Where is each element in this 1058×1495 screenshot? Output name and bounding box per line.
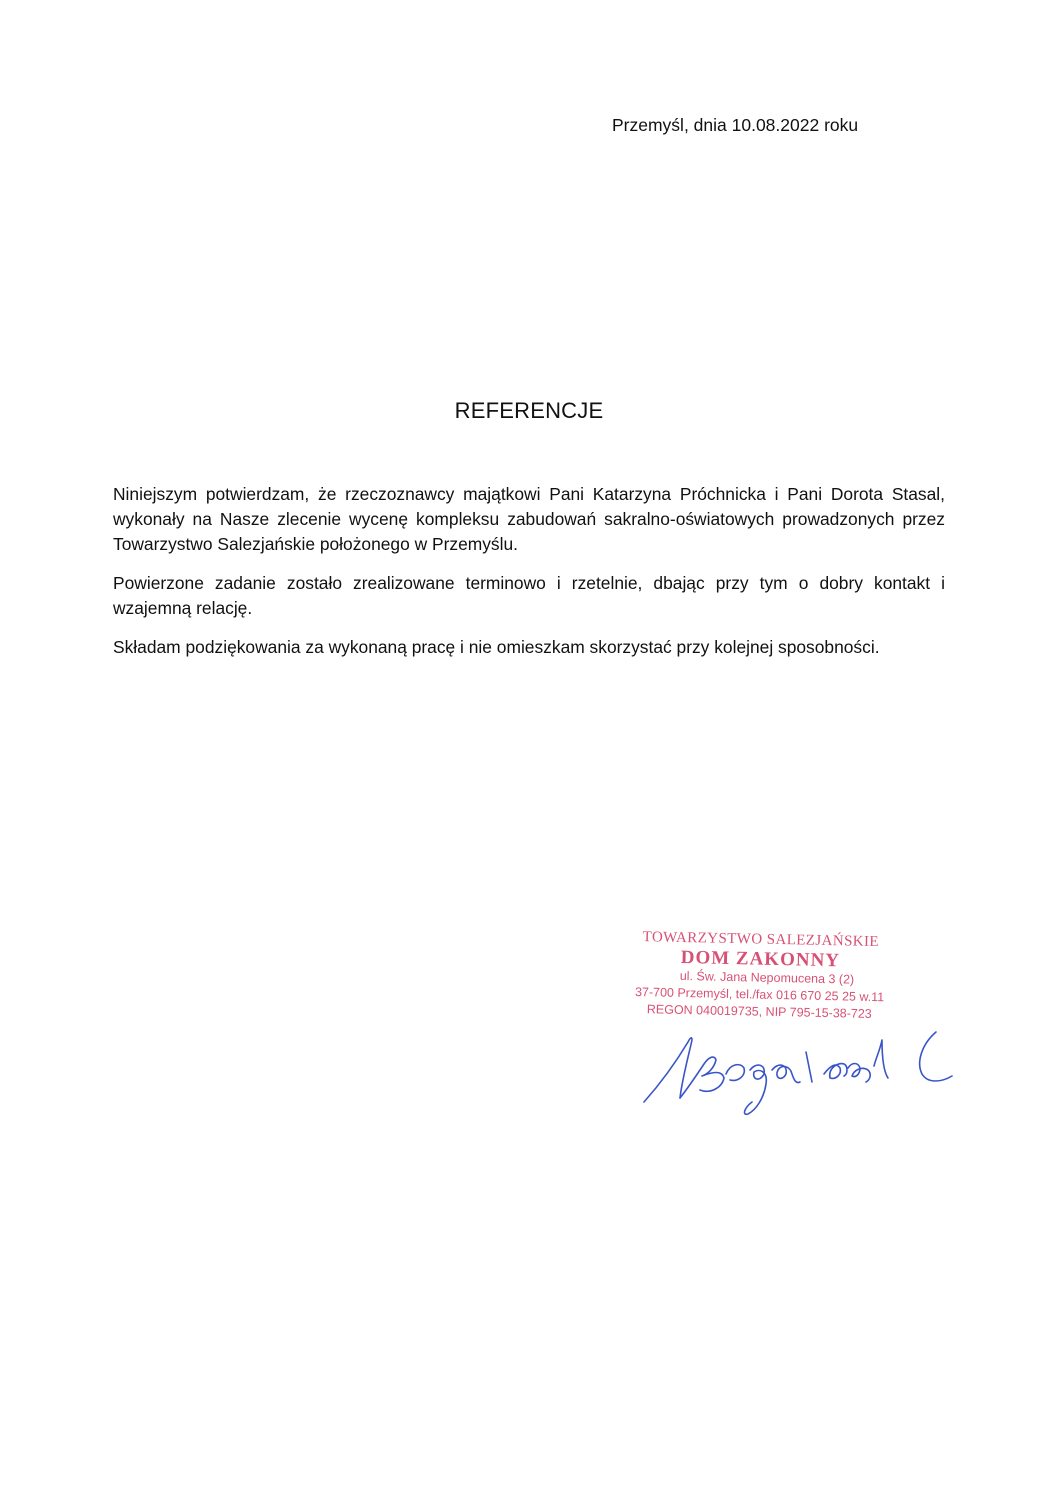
- document-body: [113, 482, 945, 674]
- paragraph-confirmation: Niniejszym potwierdzam, że rzeczoznawcy majątkowi Pani Katarzyna Próchnicka i Pani Dorota Stasal, wykonały na Nasze zlecenie wycenę kompleksu zabudowań sakralno-oświatowych prowadzonych przez Towarzystwo Salezjańskie położonego w Przemyślu.: [113, 484, 945, 554]
- organization-stamp: [634, 928, 886, 1023]
- signature-stroke-8: [848, 1064, 870, 1083]
- signature-stroke-6: [806, 1052, 812, 1082]
- date-line: Przemyśl, dnia 10.08.2022 roku: [612, 115, 859, 135]
- signature-stroke-4: [745, 1065, 767, 1114]
- stamp-line-organization: TOWARZYSTWO SALEZJAŃSKIE: [642, 929, 880, 951]
- stamp-line-city-phone: 37-700 Przemyśl, tel./fax 016 670 25 25 w.11: [634, 984, 885, 1005]
- document-title: REFERENCJE: [454, 398, 604, 423]
- signature-stroke-9: [874, 1040, 888, 1078]
- paragraph-task: Powierzone zadanie zostało zrealizowane terminowo i rzetelnie, dbając przy tym o dobry kontakt i wzajemną relację.: [113, 573, 945, 618]
- stamp-line-street: ul. Św. Jana Nepomucena 3 (2): [679, 968, 855, 987]
- signature-stroke-5: [772, 1065, 800, 1082]
- stamp-line-house: DOM ZAKONNY: [680, 946, 841, 972]
- signature-strokes: [644, 1032, 952, 1114]
- paragraph-thanks: Składam podziękowania za wykonaną pracę i nie omieszkam skorzystać przy kolejnej sposobności.: [113, 637, 880, 657]
- handwritten-signature: [630, 1018, 970, 1128]
- signature-stroke-10: [920, 1032, 952, 1081]
- signature-stroke-7: [824, 1064, 847, 1079]
- signature-stroke-3: [726, 1065, 744, 1081]
- stamp-line-regon-nip: REGON 040019735, NIP 795-15-38-723: [646, 1002, 872, 1021]
